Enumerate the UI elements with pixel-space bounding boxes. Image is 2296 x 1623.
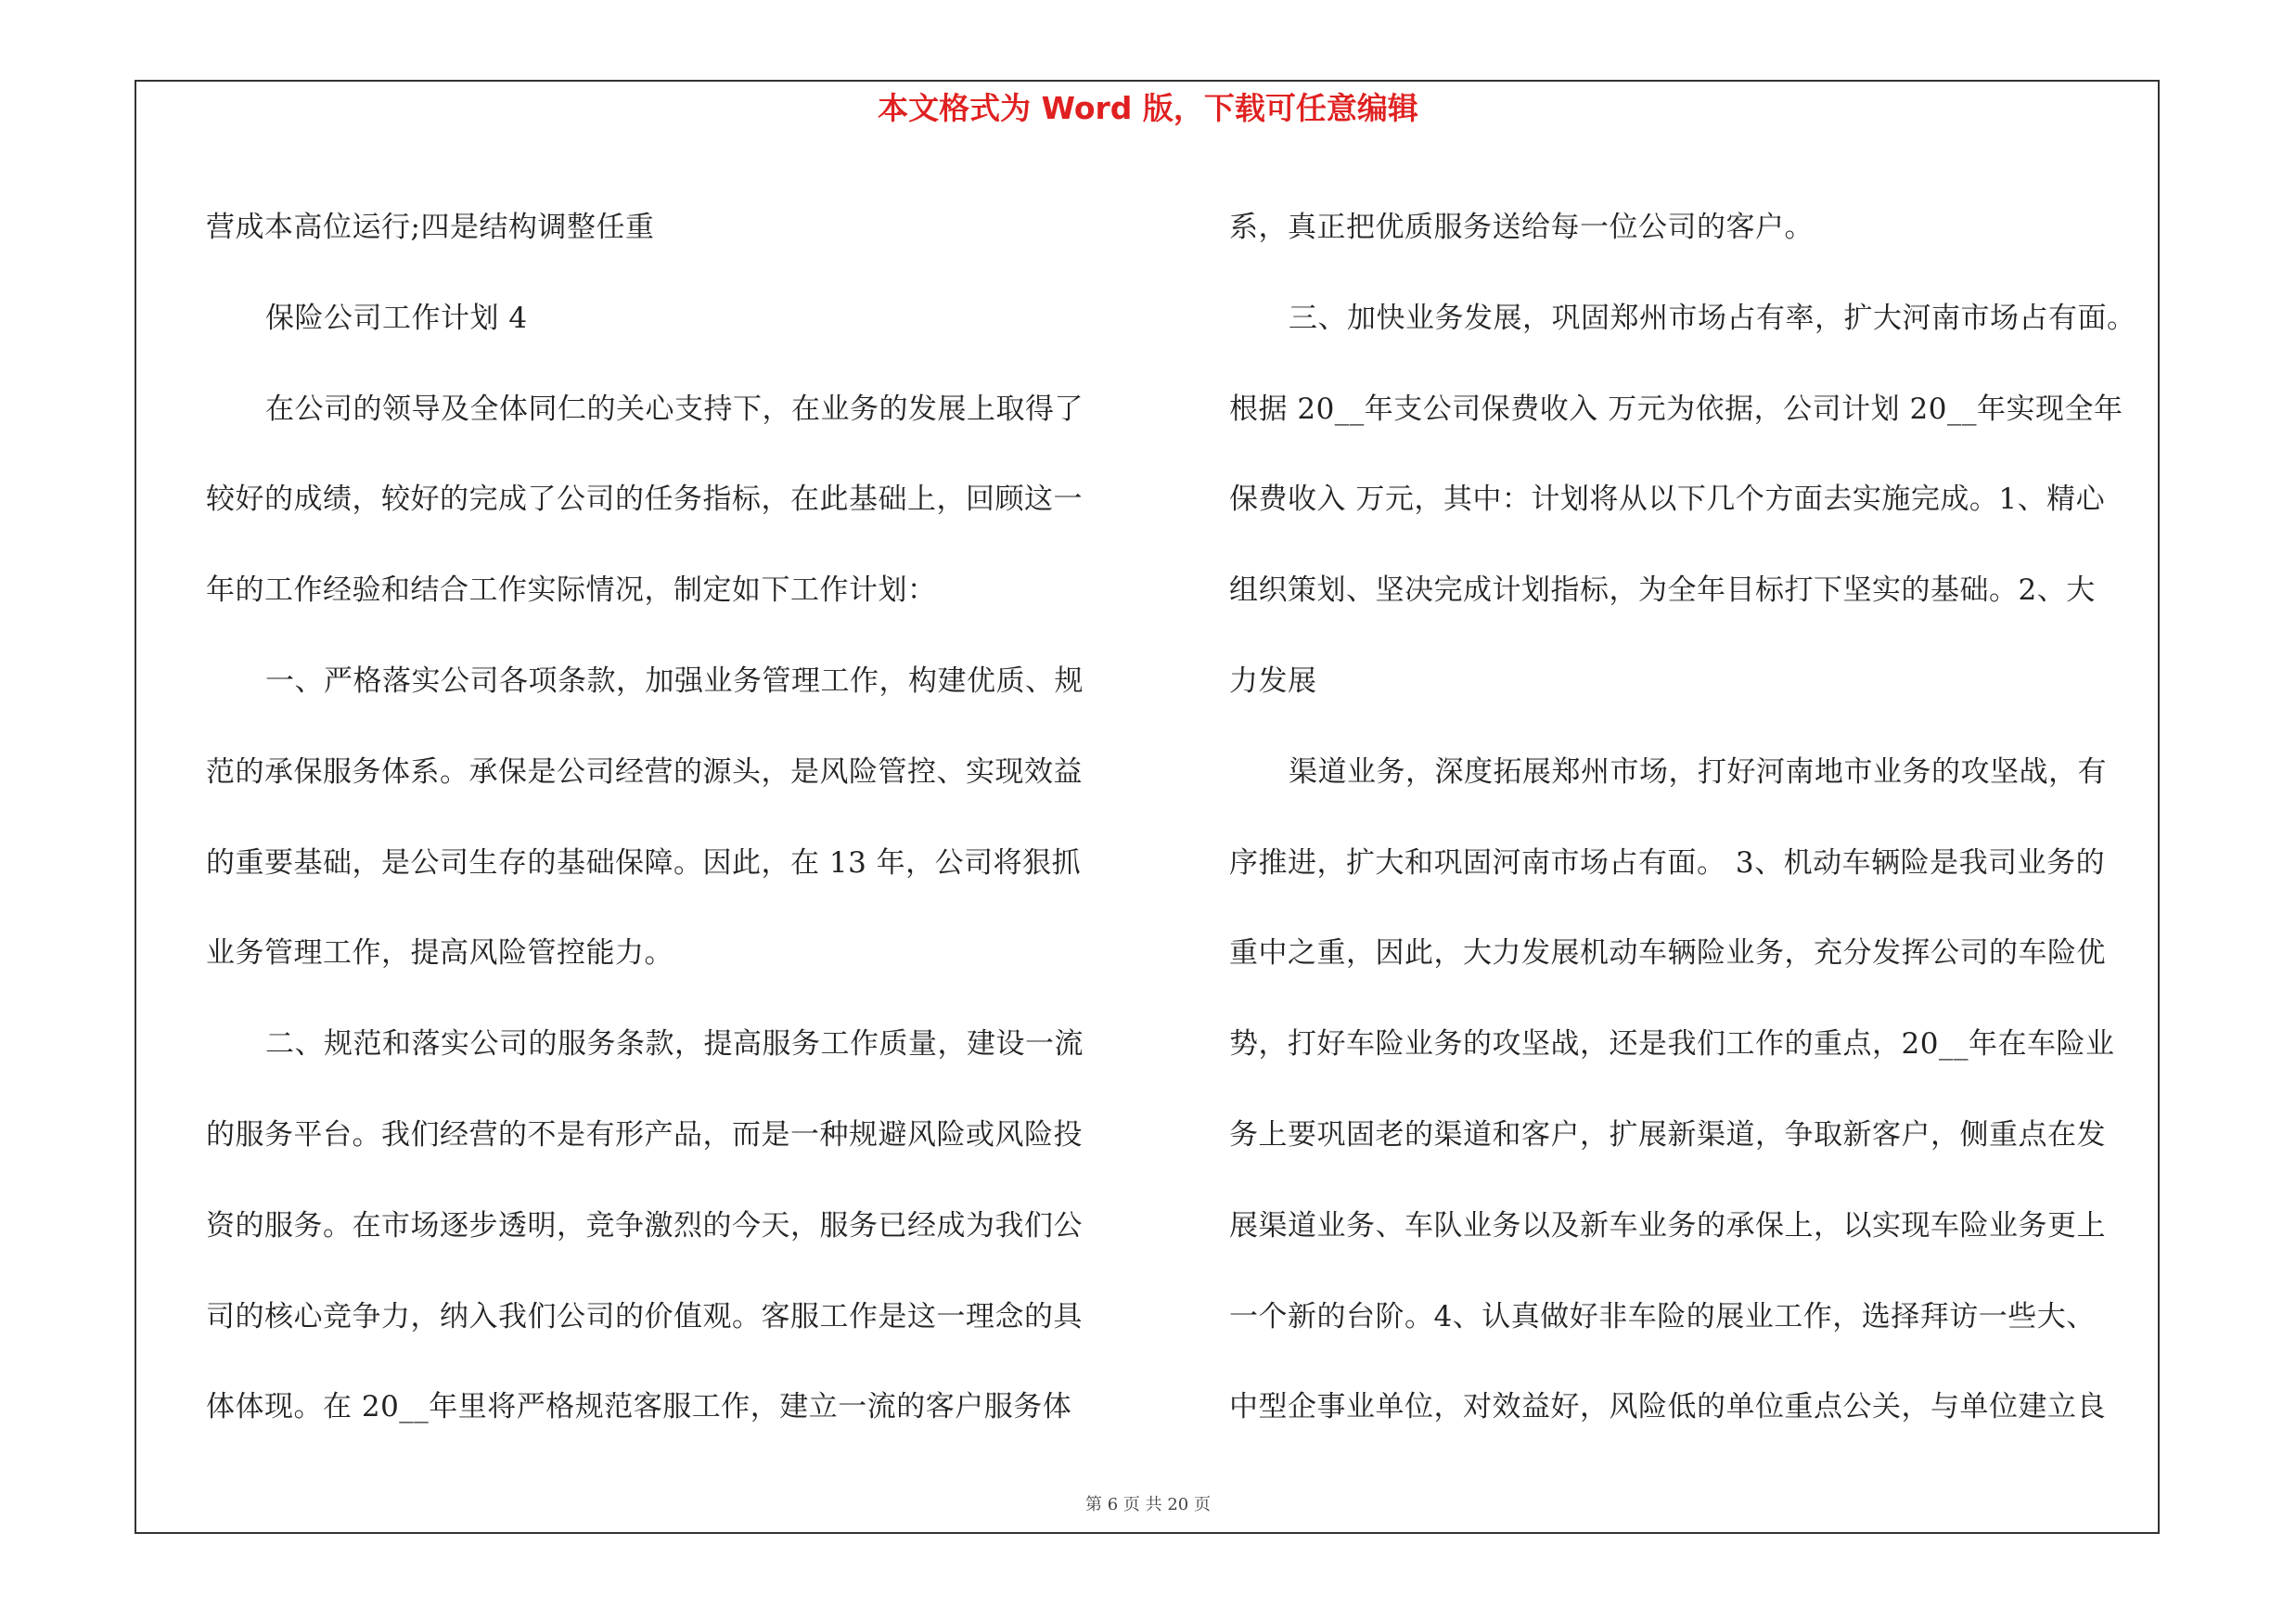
text-line: 务上要巩固老的渠道和客户，扩展新渠道，争取新客户，侧重点在发	[1229, 1117, 2106, 1152]
text-line: 保费收入 万元，其中：计划将从以下几个方面去实施完成。1、精心	[1229, 483, 2106, 517]
text-line: 在公司的领导及全体同仁的关心支持下，在业务的发展上取得了	[265, 392, 1084, 426]
text-line: 一、严格落实公司各项条款，加强业务管理工作，构建优质、规	[265, 663, 1084, 698]
text-line: 的重要基础，是公司生存的基础保障。因此，在 13 年，公司将狠抓	[206, 845, 1082, 880]
text-line: 的服务平台。我们经营的不是有形产品，而是一种规避风险或风险投	[206, 1117, 1083, 1152]
text-line: 范的承保服务体系。承保是公司经营的源头，是风险管控、实现效益	[206, 754, 1083, 789]
word-format-banner: 本文格式为 Word 版，下载可任意编辑	[878, 90, 1418, 126]
text-line: 中型企事业单位，对效益好，风险低的单位重点公关，与单位建立良	[1229, 1390, 2106, 1424]
right-text-column	[1229, 183, 2157, 1453]
text-line: 年的工作经验和结合工作实际情况，制定如下工作计划：	[206, 573, 937, 608]
left-text-column	[206, 183, 1138, 1453]
text-line: 展渠道业务、车队业务以及新车业务的承保上，以实现车险业务更上	[1229, 1208, 2106, 1243]
text-line: 三、加快业务发展，巩固郑州市场占有率，扩大河南市场占有面。	[1289, 301, 2136, 335]
text-line: 一个新的台阶。4、认真做好非车险的展业工作，选择拜访一些大、	[1229, 1299, 2096, 1333]
text-line: 序推进，扩大和巩固河南市场占有面。 3、机动车辆险是我司业务的	[1229, 845, 2106, 880]
text-line: 体体现。在 20__年里将严格规范客服工作，建立一流的客户服务体	[206, 1390, 1072, 1424]
page-number-footer: 第 6 页 共 20 页	[1085, 1495, 1211, 1514]
text-line: 根据 20__年支公司保费收入 万元为依据，公司计划 20__年实现全年	[1229, 392, 2123, 426]
text-line: 资的服务。在市场逐步透明，竞争激烈的今天，服务已经成为我们公	[206, 1208, 1083, 1243]
text-line: 重中之重，因此，大力发展机动车辆险业务，充分发挥公司的车险优	[1229, 936, 2106, 971]
text-line: 系，真正把优质服务送给每一位公司的客户。	[1229, 211, 1814, 244]
text-line: 保险公司工作计划 4	[265, 301, 528, 335]
text-line: 势，打好车险业务的攻坚战，还是我们工作的重点，20__年在车险业	[1229, 1027, 2115, 1062]
text-line: 力发展	[1229, 663, 1317, 698]
text-line: 较好的成绩，较好的完成了公司的任务指标，在此基础上，回顾这一	[206, 483, 1083, 517]
text-line: 司的核心竞争力，纳入我们公司的价值观。客服工作是这一理念的具	[206, 1299, 1083, 1333]
text-line: 营成本高位运行;四是结构调整任重	[206, 211, 655, 244]
text-line: 业务管理工作，提高风险管控能力。	[206, 936, 673, 971]
text-line: 二、规范和落实公司的服务条款，提高服务工作质量，建设一流	[265, 1027, 1084, 1062]
text-line: 组织策划、坚决完成计划指标，为全年目标打下坚实的基础。2、大	[1229, 573, 2096, 608]
text-line: 渠道业务，深度拓展郑州市场，打好河南地市业务的攻坚战，有	[1289, 754, 2107, 789]
